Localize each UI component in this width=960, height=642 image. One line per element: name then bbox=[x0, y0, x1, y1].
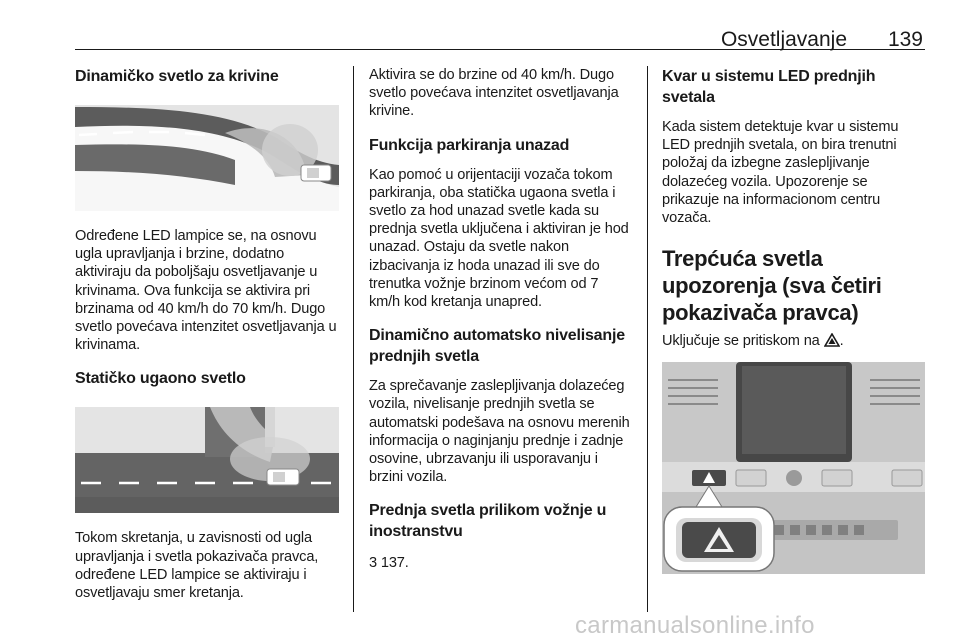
hazard-button-dashboard-figure bbox=[662, 362, 925, 574]
paragraph: Kada sistem detektuje kvar u sistemu LED prednjih svetala, on bira trenutni položaj da izbegne zaslepljivanje dolazećeg vozila. Upozorenje se prikazuje na informacionom centru vozača. bbox=[662, 119, 899, 227]
paragraph: Tokom skretanja, u zavisnosti od ugla upravljanja i svetla pokazivača pravca, određene LED lampice se aktiviraju i osvetljavaju smer kretanja. bbox=[75, 530, 319, 602]
page-header bbox=[75, 27, 925, 50]
hazard-instruction: Uključuje se pritiskom na bbox=[662, 333, 820, 350]
section-heading: Dinamičko svetlo za krivine bbox=[75, 68, 279, 85]
paragraph: Aktivira se do brzine od 40 km/h. Dugo svetlo povećava intenzitet osvetljavanja krivine. bbox=[369, 67, 619, 120]
static-cornering-light-figure bbox=[75, 407, 339, 513]
paragraph bbox=[662, 332, 928, 350]
section-heading: Prednja svetla prilikom vožnje u inostranstvu bbox=[369, 502, 607, 541]
paragraph: Kao pomoć u orijentaciji vozača tokom parkiranja, oba statička ugaona svetla i svetlo za hod unazad svetle kada su prednja svetla uključena i aktiviran je hod unazad. Ostaju da svetle nakon izbacivanja iz hoda unazad ili sve do trenutka vožnje brzinom većom od 7 km/h kod kretanja unapred. bbox=[369, 166, 629, 311]
hazard-warning-icon bbox=[824, 333, 840, 347]
paragraph: Za sprečavanje zaslepljivanja dolazećeg vozila, nivelisanje prednjih svetla se automatski podešava na osnovu merenih informacija o naginjanju prednje i zadnje osovine, ubrzavanju ili usporavanju i brzini vozila. bbox=[369, 378, 630, 486]
column-divider bbox=[647, 66, 648, 612]
reference-arrow-icon: 3 bbox=[369, 555, 377, 572]
column-2 bbox=[369, 66, 633, 587]
paragraph: Određene LED lampice se, na osnovu ugla upravljanja i brzine, dodatno aktiviraju da poboljšaju osvetljavanje u krivinama. Ova funkcija se aktivira pri brzinama od 40 km/h do 70 km/h. Dugo svetlo povećava intenzitet osvetljavanja u krivinama. bbox=[75, 228, 337, 354]
page-number: 139 bbox=[887, 28, 923, 51]
watermark: carmanualsonline.info bbox=[575, 612, 815, 639]
section-heading: Kvar u sistemu LED prednjih svetala bbox=[662, 68, 876, 106]
page-reference bbox=[369, 554, 633, 572]
column-1 bbox=[75, 66, 343, 616]
section-heading: Statičko ugaono svetlo bbox=[75, 370, 246, 388]
chapter-title: Osvetljavanje bbox=[720, 28, 847, 51]
column-divider bbox=[353, 66, 354, 612]
main-heading: Trepćuća svetla upozorenja (sva četiri pokazivača pravca) bbox=[662, 246, 882, 326]
reference-page[interactable]: 137. bbox=[380, 555, 409, 572]
sentence-end: . bbox=[839, 333, 844, 350]
column-3 bbox=[662, 66, 928, 579]
section-heading: Dinamično automatsko nivelisanje prednjih svetla bbox=[369, 327, 625, 366]
dynamic-cornering-light-figure bbox=[75, 105, 339, 211]
section-heading: Funkcija parkiranja unazad bbox=[369, 136, 570, 154]
